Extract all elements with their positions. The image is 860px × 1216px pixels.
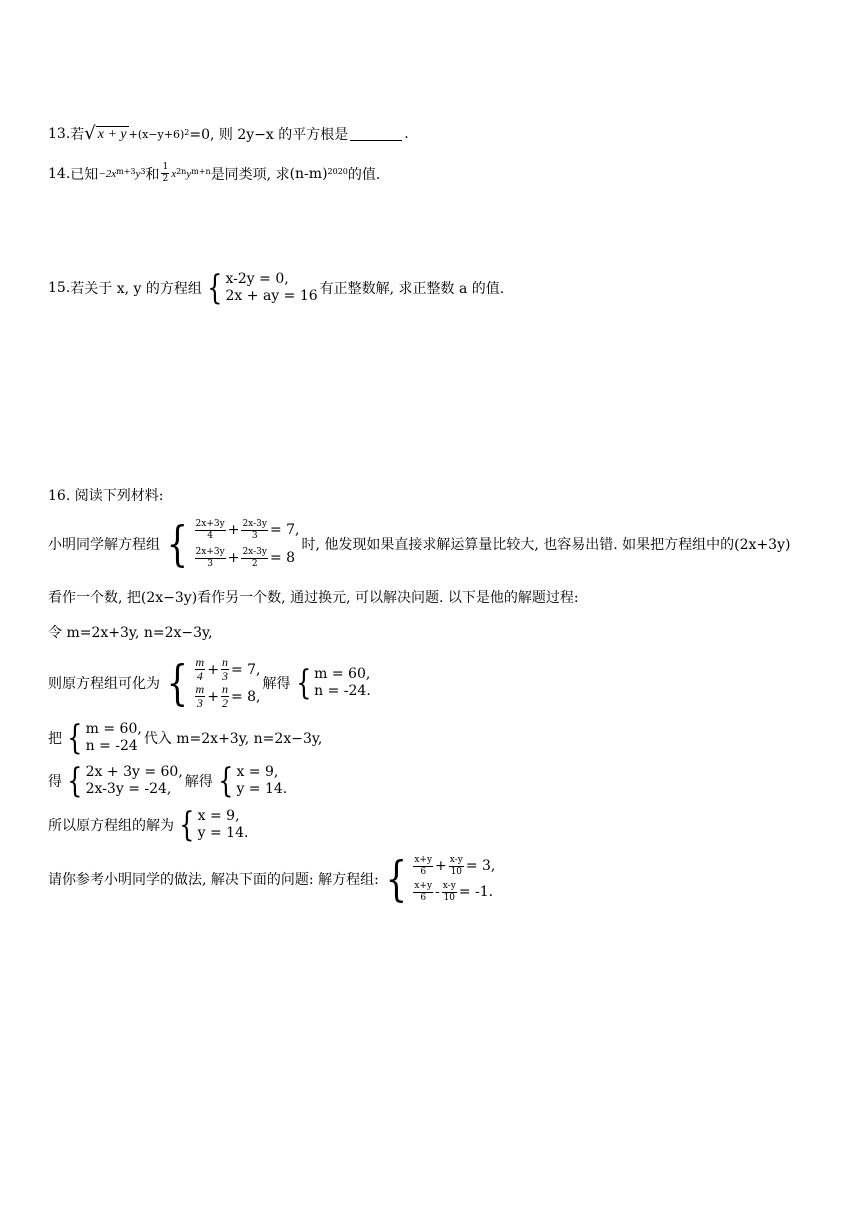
q15-number: 15. — [48, 280, 71, 296]
sqrt-expression — [84, 125, 128, 143]
q14-term1-exp1: m+3 — [116, 167, 136, 176]
solution-system-3: { x = 9, y = 14. — [179, 805, 249, 845]
question-15 — [48, 268, 505, 308]
q14-middle: 是同类项, 求 — [210, 166, 290, 183]
equation-system — [204, 268, 318, 308]
q13-number: 13. — [48, 126, 71, 142]
q15-eq1: x-2y = 0, — [225, 271, 289, 287]
q14-term2-x: x — [171, 167, 177, 180]
q16-line8: 请你参考小明同学的做法, 解决下面的问题: 解方程组: { $\frac{x+y}{6}$ + $\frac{x-y}{10}$ = 3, $\frac{x+y}{6}$ - $\frac{x-y}{10}$ = -1. — [48, 851, 496, 907]
q16-line2: 看作一个数, 把(2x−3y)看作另一个数, 通过换元, 可以解决问题. 以下是他的解题过程: — [48, 590, 579, 606]
q13-end: . — [404, 126, 409, 142]
solution-system-2: { x = 9, y = 14. — [218, 761, 288, 801]
left-brace-icon: { — [166, 516, 188, 572]
equation-system-4: { $\frac{x+y}{6}$ + $\frac{x-y}{10}$ = 3, $\frac{x+y}{6}$ - $\frac{x-y}{10}$ = -1. — [385, 851, 496, 907]
q14-prefix: 已知 — [70, 166, 99, 183]
q16-line7: 所以原方程组的解为 { x = 9, y = 14. — [48, 805, 249, 845]
q15-eq2: 2x + ay = 16 — [225, 288, 318, 304]
q14-term1-y: y — [135, 167, 141, 180]
q15-suffix: 有正整数解, 求正整数 a 的值. — [319, 281, 505, 297]
q16-intro-prefix: 小明同学解方程组 — [48, 537, 160, 553]
question-13 — [48, 124, 409, 144]
q14-term1-coef: −2x — [98, 167, 117, 180]
q14-term2-y: y — [186, 167, 192, 180]
left-brace-icon: { — [67, 761, 83, 801]
q16-line3: 令 m=2x+3y, n=2x−3y, — [48, 625, 213, 641]
q14-term2-exp2: m+n — [191, 167, 211, 176]
q14-suffix: 的值. — [347, 166, 381, 183]
q16-line5: 把 { m = 60, n = -24 代入 m=2x+3y, n=2x−3y, — [48, 718, 323, 758]
radical-sign-icon: √ — [84, 123, 96, 144]
q13-middle: +(x−y+6) — [128, 127, 185, 141]
left-brace-icon: { — [295, 663, 311, 703]
left-brace-icon: { — [179, 805, 195, 845]
q14-number: 14. — [48, 165, 71, 182]
left-brace-icon: { — [207, 268, 223, 308]
sqrt-content: x + y — [97, 127, 127, 142]
equation-system-1: { $\frac{2x+3y}{4}$ + $\frac{2x-3y}{3}$ = 7, $\frac{2x+3y}{3}$ + $\frac{2x-3y}{2}$ = 8 — [166, 516, 300, 572]
one-half-fraction: $\frac{1}{2}$ — [162, 162, 169, 184]
q16-intro — [48, 516, 790, 572]
left-brace-icon: { — [385, 851, 407, 907]
substitution-system: { m = 60, n = -24 — [67, 718, 142, 758]
equation-system-2: { $\frac{m}{4}$ + $\frac{n}{3}$ = 7, $\frac{m}{3}$ + $\frac{n}{2}$ = 8, — [166, 655, 261, 711]
left-brace-icon: { — [218, 761, 234, 801]
q14-expr-exp: 2020 — [327, 167, 348, 176]
answer-blank[interactable] — [350, 128, 402, 141]
q14-expr: (n-m) — [289, 165, 328, 182]
question-14 — [48, 162, 380, 185]
q15-prefix: 若关于 x, y 的方程组 — [70, 281, 202, 297]
q16-line4: 则原方程组可化为 { $\frac{m}{4}$ + $\frac{n}{3}$ = 7, $\frac{m}{3}$ + $\frac{n}{2}$ = 8, 解得 { m = 60, n = -24. — [48, 655, 371, 711]
q14-term1-exp2: 3 — [140, 167, 146, 176]
q13-suffix: =0, 则 2y−x 的平方根是 — [189, 127, 349, 143]
question-16-title: 16. 阅读下列材料: — [48, 488, 164, 504]
q16-intro-suffix: 时, 他发现如果直接求解运算量比较大, 也容易出错. 如果把方程组中的(2x+3y) — [301, 537, 791, 553]
q13-square: 2 — [184, 127, 190, 137]
q13-prefix: 若 — [70, 127, 85, 143]
solution-system-1: { m = 60, n = -24. — [295, 663, 371, 703]
q14-term2-exp1: 2n — [176, 167, 187, 176]
q16-line6: 得 { 2x + 3y = 60, 2x-3y = -24, 解得 { x = 9, y = 14. — [48, 761, 288, 801]
q14-and: 和 — [145, 166, 160, 183]
left-brace-icon: { — [166, 655, 188, 711]
equation-system-3: { 2x + 3y = 60, 2x-3y = -24, — [67, 761, 183, 801]
left-brace-icon: { — [67, 718, 83, 758]
